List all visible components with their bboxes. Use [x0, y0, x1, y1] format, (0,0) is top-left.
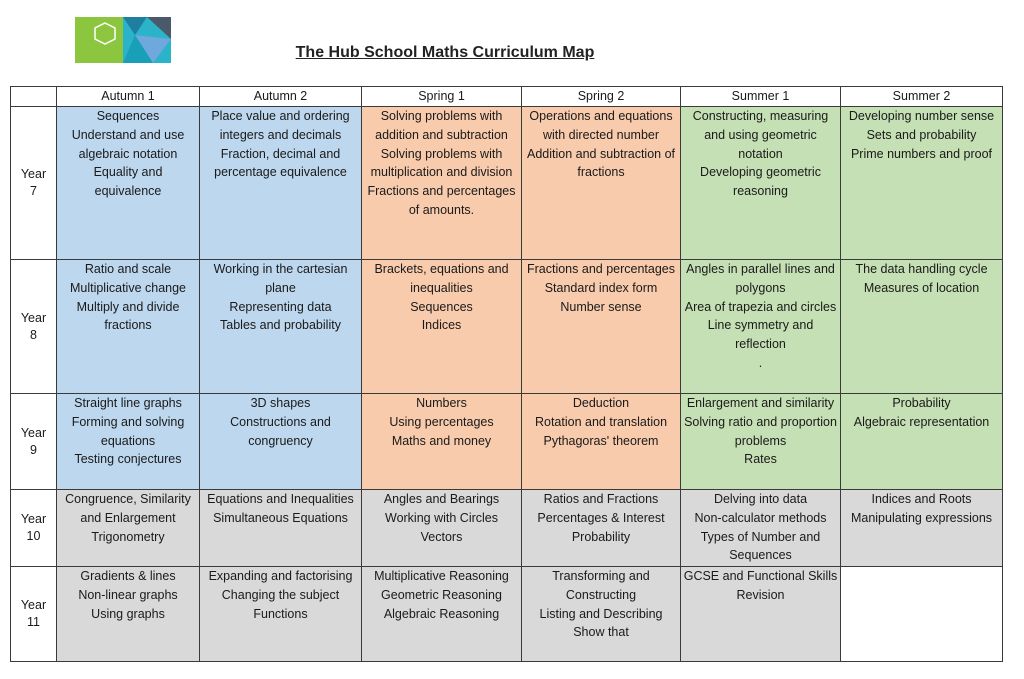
topic-item: Line symmetry and reflection [707, 318, 814, 352]
topic-item: Transforming and Constructing [552, 569, 650, 602]
topic-item: Simultaneous Equations [213, 510, 348, 525]
year-number: 11 [27, 615, 40, 629]
topic-item: Functions [253, 606, 308, 621]
topic-item: Fractions and percentages [526, 262, 675, 276]
topic-item: Sequences [96, 109, 160, 123]
topic-item: Probability [892, 396, 951, 410]
topic-cell [522, 394, 681, 490]
topic-cell [57, 567, 200, 662]
topic-cell [57, 490, 200, 567]
topic-cell [681, 490, 841, 567]
topic-cell [200, 394, 362, 490]
topic-cell [841, 260, 1003, 394]
topic-item: Algebraic Reasoning [383, 606, 500, 621]
topic-item: Working with Circles [385, 510, 498, 525]
topic-item: The data handling cycle [855, 262, 988, 276]
topic-item: Number sense [560, 299, 642, 314]
topic-item: Deduction [572, 396, 630, 410]
term-header: Summer 2 [841, 87, 1003, 107]
topic-cell [362, 490, 522, 567]
topic-item: Numbers [416, 396, 467, 410]
topic-item: Equations and Inequalities [207, 492, 354, 506]
topic-item: Brackets, equations and inequalities [374, 262, 509, 295]
year-number: 7 [30, 184, 37, 198]
topic-item: Indices and Roots [871, 492, 972, 506]
topic-item: Forming and solving equations [71, 414, 185, 448]
year-row [11, 567, 1003, 662]
topic-item: Expanding and factorising [208, 569, 353, 583]
topic-cell [841, 107, 1003, 260]
term-header: Autumn 2 [200, 87, 362, 107]
topic-item: Vectors [420, 529, 463, 544]
topic-item: Fraction, decimal and percentage equivalence [214, 146, 347, 180]
term-header: Spring 2 [522, 87, 681, 107]
year-number: 9 [30, 442, 37, 457]
topic-item: Geometric Reasoning [381, 587, 502, 602]
topic-item: Gradients & lines [80, 569, 176, 583]
topic-cell [57, 107, 200, 260]
topic-item: Developing geometric reasoning [700, 165, 821, 199]
topic-item: Constructing, measuring and using geometric notation [692, 109, 829, 161]
topic-item: GCSE and Functional Skills Revision [683, 569, 838, 602]
term-header: Autumn 1 [57, 87, 200, 107]
topic-item: Delving into data [713, 492, 808, 506]
topic-item: Measures of location [863, 280, 980, 295]
topic-item: Representing data [229, 299, 332, 314]
year-row [11, 394, 1003, 490]
topic-item: Working in the cartesian plane [213, 262, 348, 295]
year-label-cell [11, 490, 57, 567]
corner-cell [11, 87, 57, 107]
term-header: Summer 1 [681, 87, 841, 107]
topic-item: Sets and probability [866, 127, 977, 142]
topic-item: Fractions and percentages of amounts. [367, 184, 516, 217]
topic-item: Maths and money [391, 433, 492, 448]
topic-item: Pythagoras' theorem [543, 433, 659, 448]
topic-cell [200, 490, 362, 567]
topic-cell [57, 260, 200, 394]
topic-item: Types of Number and Sequences [700, 529, 821, 563]
topic-item: Using graphs [91, 606, 165, 621]
topic-cell [522, 490, 681, 567]
curriculum-table [10, 86, 1003, 662]
year-label-cell [11, 260, 57, 394]
year-label: Year [20, 512, 47, 526]
topic-item: Changing the subject [221, 587, 340, 602]
topic-item: Solving problems with addition and subtraction [375, 109, 508, 142]
topic-item: Developing number sense [848, 109, 995, 123]
topic-item: Congruence, Similarity and Enlargement [65, 492, 191, 525]
year-row [11, 107, 1003, 260]
topic-cell [841, 394, 1003, 490]
page-title: The Hub School Maths Curriculum Map [295, 44, 595, 61]
topic-item: Equality and equivalence [93, 165, 163, 199]
topic-item: Probability [571, 529, 631, 544]
topic-item: Multiplicative change [69, 280, 187, 295]
topic-item: 3D shapes [250, 396, 311, 410]
topic-cell [522, 567, 681, 662]
topic-item: Understand and use algebraic notation [71, 127, 185, 161]
topic-item: Addition and subtraction of fractions [526, 146, 676, 180]
topic-item: Enlargement and similarity [686, 396, 835, 410]
topic-cell [200, 260, 362, 394]
topic-item: Multiplicative Reasoning [374, 569, 509, 583]
topic-item: Solving ratio and proportion problems [684, 414, 837, 448]
year-label-cell [11, 107, 57, 260]
topic-cell [681, 394, 841, 490]
topic-cell [681, 107, 841, 260]
year-label-cell [11, 567, 57, 662]
topic-item: Manipulating expressions [850, 510, 993, 525]
topic-cell [57, 394, 200, 490]
topic-cell [681, 567, 841, 662]
topic-cell [200, 107, 362, 260]
year-number: 10 [26, 529, 41, 543]
year-row [11, 490, 1003, 567]
topic-cell [362, 260, 522, 394]
topic-item: Testing conjectures [74, 452, 182, 467]
year-number: 8 [30, 327, 37, 342]
year-label: Year [20, 310, 47, 325]
topic-item: Standard index form [544, 280, 658, 295]
topic-item: Tables and probability [220, 318, 341, 333]
topic-cell [681, 260, 841, 394]
topic-item: Show that [573, 625, 629, 640]
topic-cell [522, 107, 681, 260]
topic-item: Ratio and scale [84, 262, 172, 276]
year-label: Year [20, 167, 47, 181]
topic-item: Using percentages [389, 414, 494, 429]
topic-item: Multiply and divide fractions [76, 299, 180, 333]
topic-item: Angles in parallel lines and polygons [686, 262, 835, 295]
topic-item: Rates [744, 452, 777, 467]
topic-item: Sequences [410, 299, 473, 314]
topic-item: Place value and ordering integers and decimals [211, 109, 350, 142]
topic-item: Straight line graphs [74, 396, 182, 410]
term-header: Spring 1 [362, 87, 522, 107]
topic-item: . [758, 355, 763, 370]
topic-cell [362, 107, 522, 260]
topic-cell [841, 490, 1003, 567]
topic-item: Trigonometry [91, 529, 165, 544]
topic-item: Rotation and translation [534, 414, 668, 429]
topic-item: Indices [421, 318, 462, 333]
topic-item: Operations and equations with directed number [529, 109, 673, 142]
term-header-row [11, 87, 1003, 107]
topic-cell [200, 567, 362, 662]
topic-item: Angles and Bearings [383, 492, 500, 506]
topic-cell [522, 260, 681, 394]
topic-item: Solving problems with multiplication and division [370, 146, 513, 180]
topic-item: Prime numbers and proof [850, 146, 993, 161]
topic-item: Ratios and Fractions [543, 492, 659, 506]
year-row [11, 260, 1003, 394]
topic-cell [362, 394, 522, 490]
topic-item: Percentages & Interest [537, 510, 665, 525]
year-label: Year [20, 425, 47, 440]
topic-item: Non-linear graphs [78, 587, 178, 602]
topic-item: Non-calculator methods [694, 510, 827, 525]
topic-item: Constructions and congruency [230, 414, 331, 448]
topic-item: Algebraic representation [853, 414, 990, 429]
topic-item: Listing and Describing [539, 606, 663, 621]
year-label-cell [11, 394, 57, 490]
year-label: Year [20, 598, 47, 612]
topic-item: Area of trapezia and circles [684, 299, 837, 314]
topic-cell [841, 567, 1003, 662]
topic-cell [362, 567, 522, 662]
